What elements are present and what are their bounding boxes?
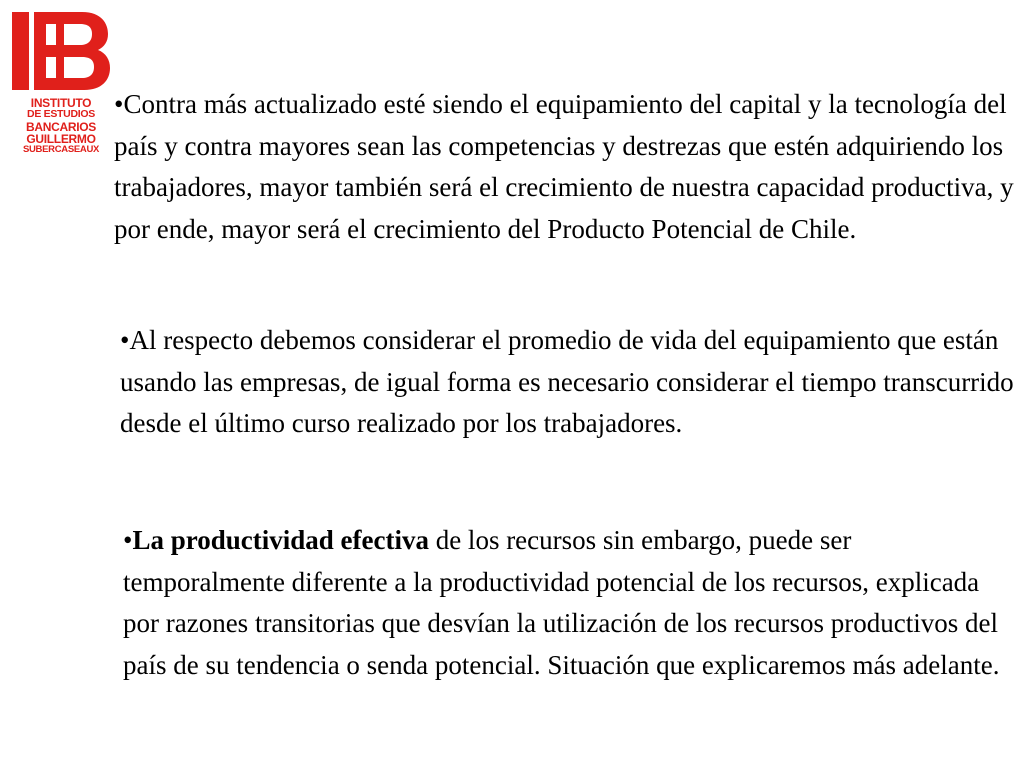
- logo-text-line-2: DE ESTUDIOS: [27, 108, 95, 120]
- paragraph-text: Contra más actualizado esté siendo el equipamiento del capital y la tecnología del país y contra mayores sean las competencias y destrezas que estén adquiriendo los trabajadores, mayor también será el crecimiento de nuestra capacidad productiva, y por ende, mayor será el crecimiento del Producto Potencial de Chile.: [114, 89, 1014, 244]
- paragraph-bold-term: La productividad efectiva: [132, 525, 429, 555]
- bullet: •: [114, 89, 124, 119]
- bullet: •: [123, 525, 133, 555]
- paragraph-text: Al respecto debemos considerar el promedio de vida del equipamiento que están usando las empresas, de igual forma es necesario considerar el tiempo transcurrido desde el último curso realizado por los trabajadores.: [120, 325, 1014, 438]
- bullet: •: [120, 325, 130, 355]
- logo-text-line-1: INSTITUTO: [30, 96, 92, 110]
- paragraph-equipment-lifetime: [120, 320, 1020, 445]
- ieb-logo-mark-icon: [12, 12, 110, 90]
- paragraph-effective-productivity: [123, 520, 1018, 686]
- paragraph-text: de los recursos sin embargo, puede ser temporalmente diferente a la productividad potencial de los recursos, explicada por razones transitorias que desvían la utilización de los recursos productivos del país de su tendencia o senda potencial. Situación que explicaremos más adelante.: [123, 525, 1000, 680]
- institute-logo: [8, 10, 108, 160]
- logo-text-line-4: GUILLERMO: [26, 132, 96, 146]
- logo-text-line-3: BANCARIOS: [26, 120, 96, 134]
- paragraph-capital-technology: [114, 84, 1019, 250]
- logo-text-line-5: SUBERCASEAUX: [22, 144, 100, 155]
